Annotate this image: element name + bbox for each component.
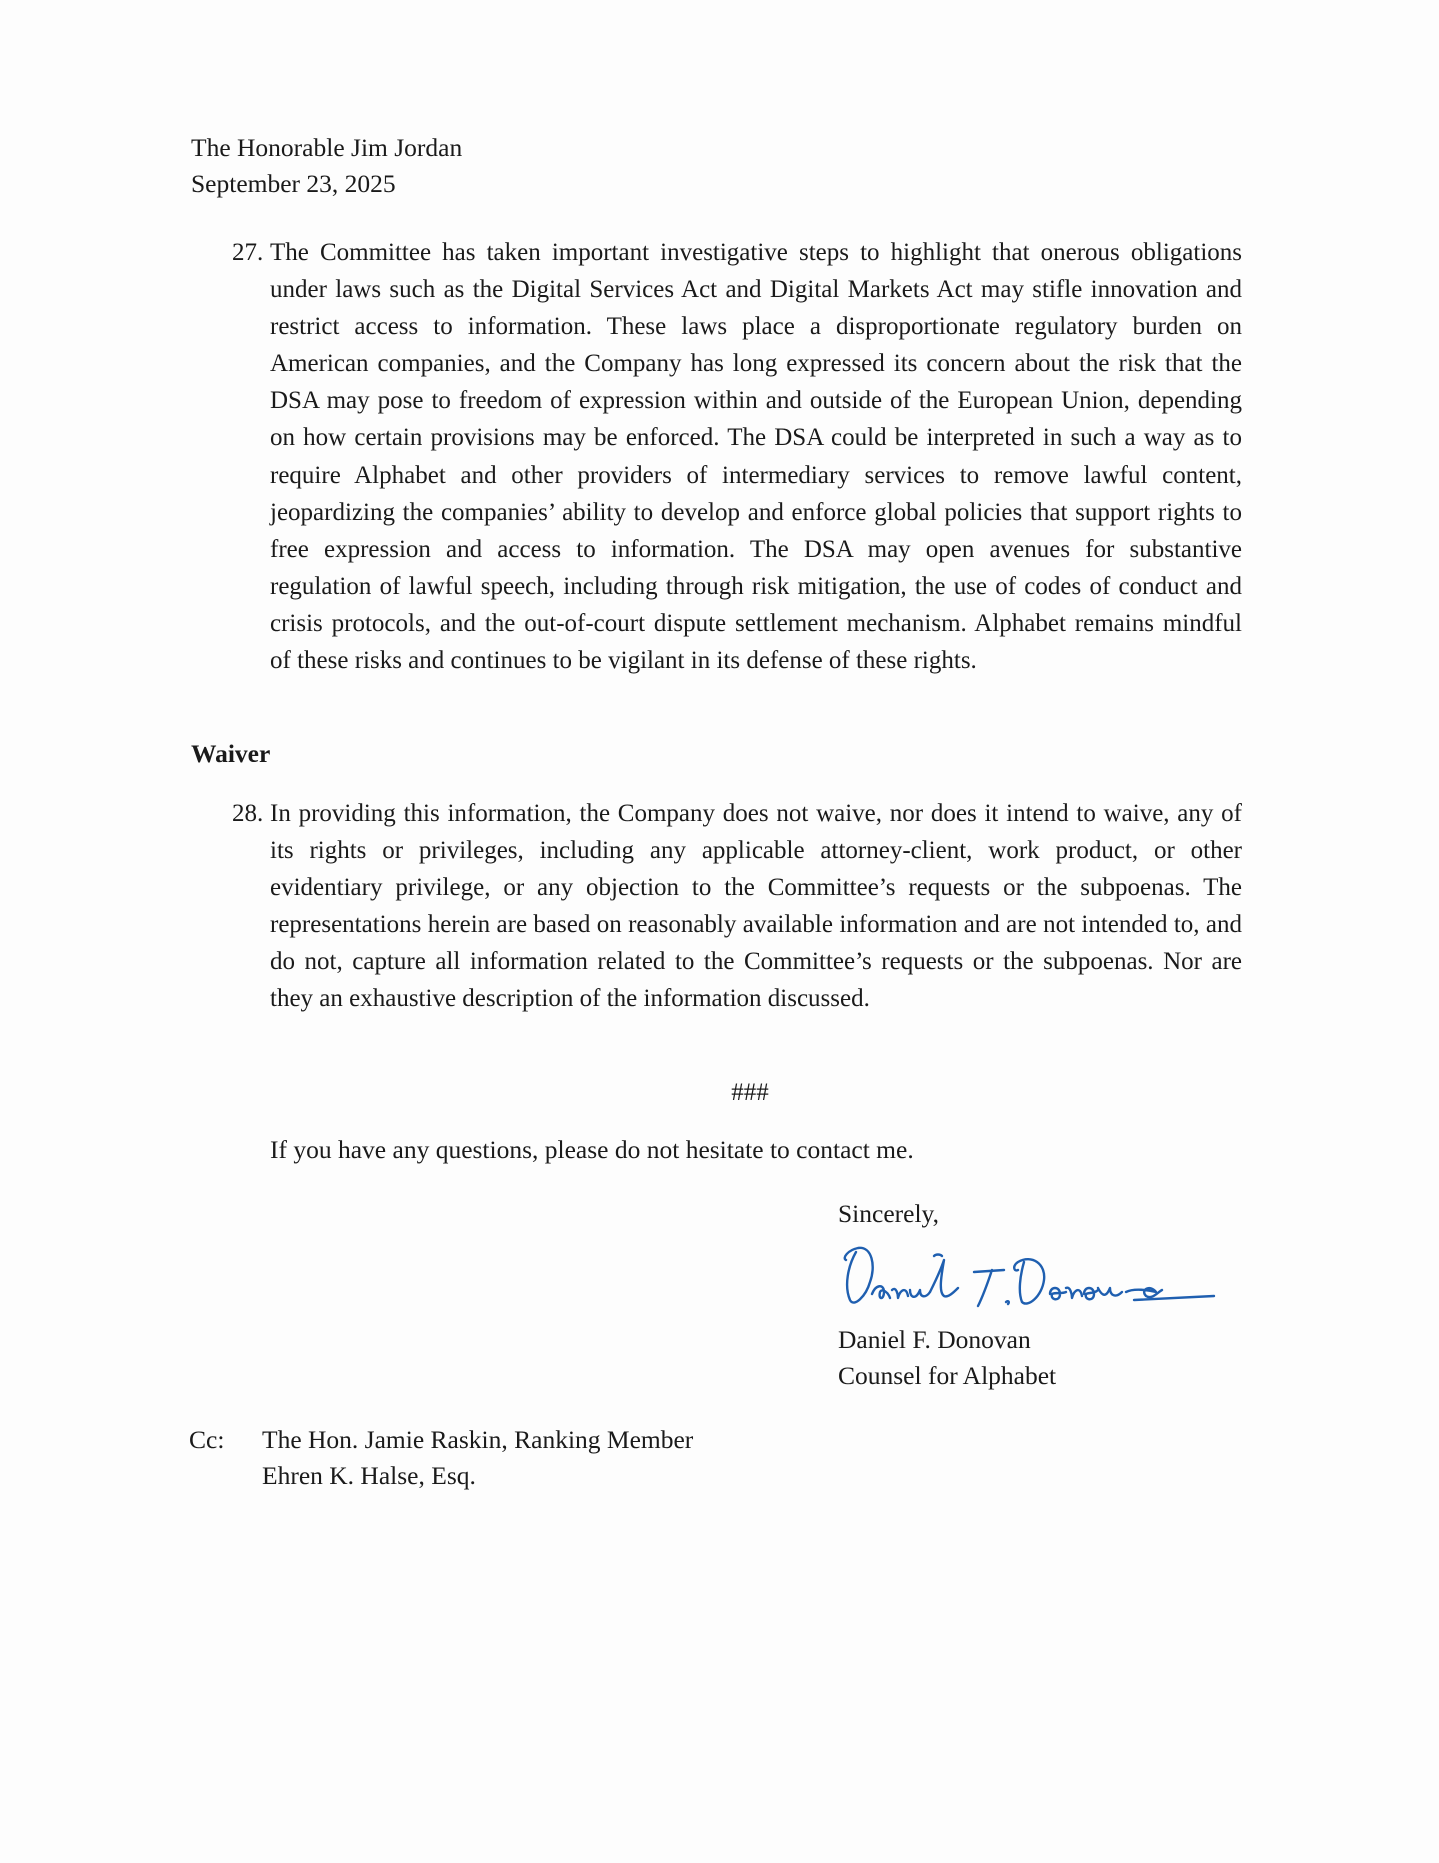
section-heading-waiver: Waiver [191, 739, 271, 768]
signatory-title: Counsel for Alphabet [838, 1361, 1057, 1390]
addressee: The Honorable Jim Jordan [191, 133, 463, 162]
handwritten-signature [836, 1236, 1216, 1316]
paragraph-number: 27. [232, 239, 264, 266]
paragraph-27 [232, 234, 1242, 679]
paragraph-text: In providing this information, the Company does not waive, nor does it intend to waive, any of its rights or privileges, including any applicable attorney-client, work product, or other evidentiary privilege, or any objection to the Committee’s requests or the subpoenas. The representations herein are based on reasonably available information and are not intended to, and do not, capture all information related to the Committee’s requests or the subpoenas. Nor are they an exhaustive description of the information discussed. [270, 800, 1242, 1013]
closing-question: If you have any questions, please do not hesitate to contact me. [270, 1135, 914, 1164]
letter-date: September 23, 2025 [191, 169, 396, 198]
cc-recipient: The Hon. Jamie Raskin, Ranking Member [262, 1425, 694, 1454]
section-separator: ### [731, 1079, 769, 1106]
paragraph-text: The Committee has taken important investigative steps to highlight that onerous obligations under laws such as the Digital Services Act and Digital Markets Act may stifle innovation and restrict access to information. These laws place a disproportionate regulatory burden on American companies, and the Company has long expressed its concern about the risk that the DSA may pose to freedom of expression within and outside of the European Union, depending on how certain provisions may be enforced. The DSA could be interpreted in such a way as to require Alphabet and other providers of intermediary services to remove lawful content, jeopardizing the companies’ ability to develop and enforce global policies that support rights to free expression and access to information. The DSA may open avenues for substantive regulation of lawful speech, including through risk mitigation, the use of codes of conduct and crisis protocols, and the out-of-court dispute settlement mechanism. Alphabet remains mindful of these risks and continues to be vigilant in its defense of these rights. [270, 239, 1242, 675]
paragraph-28 [232, 795, 1242, 1018]
paragraph-number: 28. [232, 800, 264, 827]
signatory-name: Daniel F. Donovan [838, 1325, 1031, 1354]
cc-recipient: Ehren K. Halse, Esq. [262, 1461, 476, 1490]
cc-label: Cc: [189, 1425, 225, 1454]
valediction: Sincerely, [838, 1199, 940, 1228]
